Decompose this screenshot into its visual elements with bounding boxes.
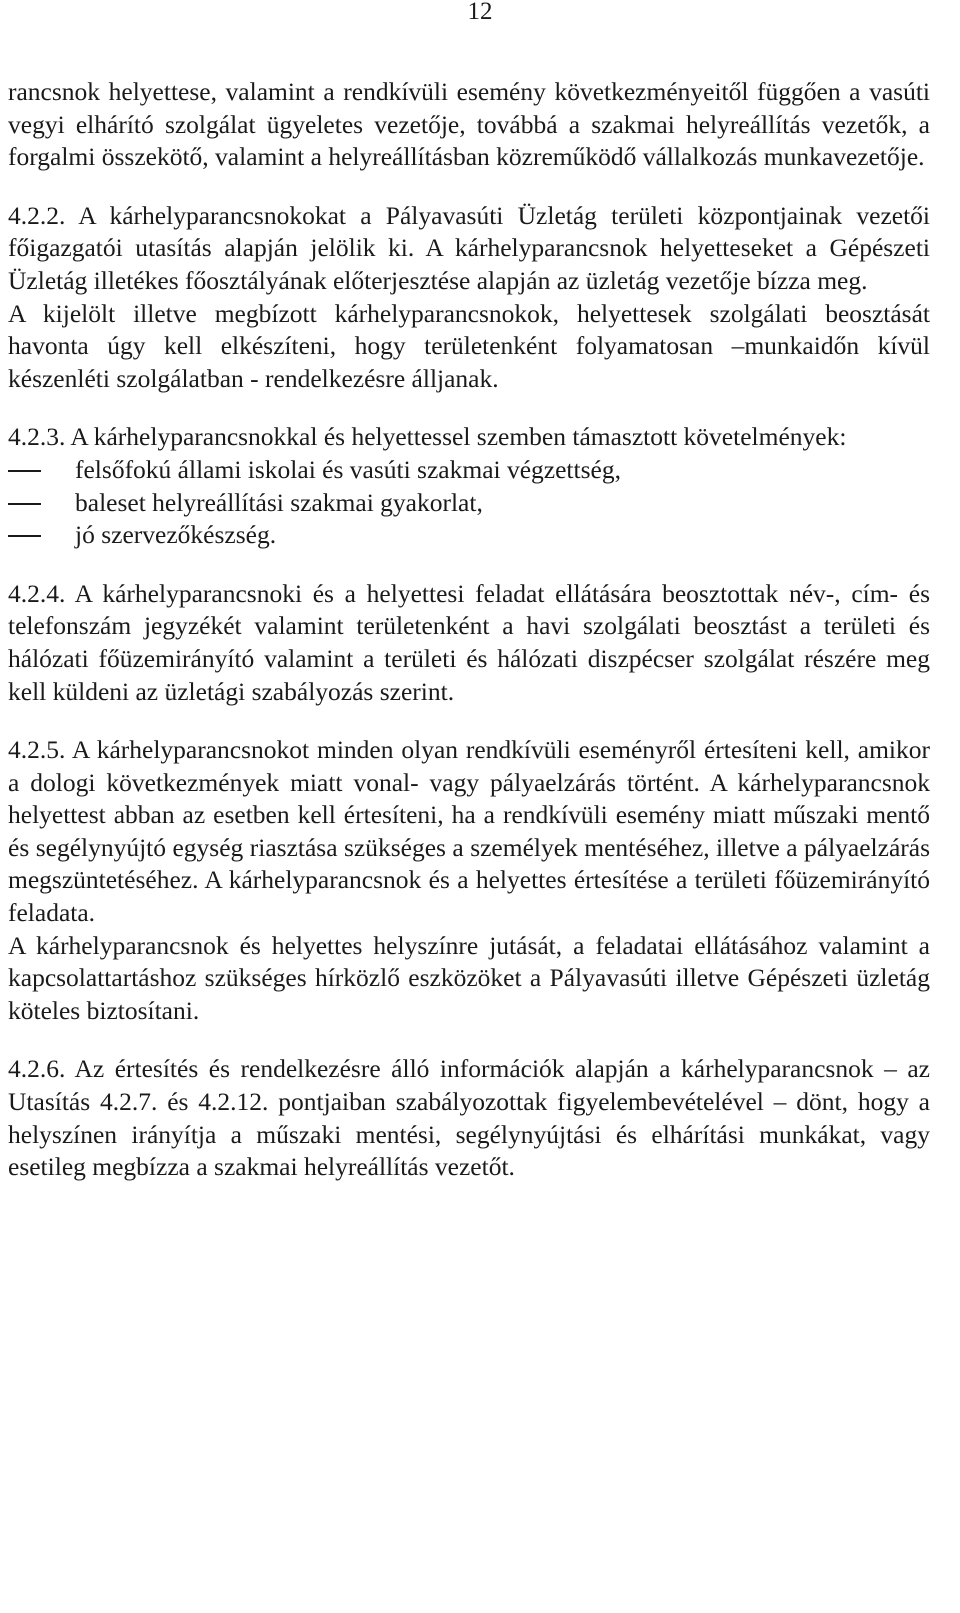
list-item-text: jó szervezőkészség. [75,520,277,550]
paragraph-continuation: rancsnok helyettese, valamint a rendkívüli esemény következményeitől függően a vasúti vegyi elhárító szolgálat ügyeletes vezetője, továbbá a szakmai helyreállítás vezetők, a forgalmi összekötő, valamint a helyreállításban közreműködő vállalkozás munkavezetője. [8,77,930,172]
list-item-text: baleset helyreállítási szakmai gyakorlat, [75,487,483,517]
section-4-2-2-duty-roster: A kijelölt illetve megbízott kárhelyparancsnokok, helyettesek szolgálati beosztását havonta úgy kell elkészíteni, hogy területenként folyamatosan –munkaidőn kívül készenléti szolgálatban - rendelkezésre álljanak. [8,298,930,393]
paragraph-gap [8,395,930,421]
dash-bullet-icon [8,470,41,472]
list-item [8,487,930,520]
requirements-list [8,454,930,552]
section-4-2-2: 4.2.2. A kárhelyparancsnokokat a Pályavasúti Üzletág területi központjainak vezetői főigazgatói utasítás alapján jelölik ki. A kárhelyparancsnok helyetteseket a Gépészeti Üzletág illetékes főosztályának előterjesztése alapján az üzletág vezetője bízza meg. [8,200,930,295]
dash-bullet-icon [8,535,41,537]
paragraph-gap [8,174,930,200]
document-body [8,76,930,1184]
section-4-2-6: 4.2.6. Az értesítés és rendelkezésre álló információk alapján a kárhelyparancsnok – az Utasítás 4.2.7. és 4.2.12. pontjaiban szabályozottak figyelembevételével – dönt, hogy a helyszínen irányítja a műszaki mentési, segélynyújtási és elhárítási munkákat, vagy esetileg megbízza a szakmai helyreállítás vezetőt. [8,1054,930,1182]
page-number: 12 [467,0,493,25]
section-4-2-3: 4.2.3. A kárhelyparancsnokkal és helyettessel szemben támasztott követelmények: [8,422,847,452]
list-item [8,519,930,552]
section-4-2-4: 4.2.4. A kárhelyparancsnoki és a helyettesi feladat ellátására beosztottak név-, cím- és telefonszám jegyzékét valamint területenként a havi szolgálati beosztást a területi és hálózati főüzemirányító valamint a területi és hálózati diszpécser szolgálat részére meg kell küldeni az üzletági szabályozás szerint. [8,578,930,706]
section-4-2-5: 4.2.5. A kárhelyparancsnokot minden olyan rendkívüli eseményről értesíteni kell, amikor a dologi következmények miatt vonal- vagy pályaelzárás történt. A kárhelyparancsnok helyettest abban az esetben kell értesíteni, ha a rendkívüli esemény miatt műszaki mentő és segélynyújtó egység riasztása szükséges a személyek mentéséhez, illetve a pályaelzárás megszüntetéséhez. A kárhelyparancsnok és a helyettes értesítése a területi főüzemirányító feladata. [8,735,930,928]
list-item-text: felsőfokú állami iskolai és vasúti szakmai végzettség, [75,454,621,484]
section-4-2-5-equipment: A kárhelyparancsnok és helyettes helyszínre jutását, a feladatai ellátásához valamint a kapcsolattartáshoz szükséges hírközlő eszközöket a Pályavasúti illetve Gépészeti üzletág köteles biztosítani. [8,930,930,1025]
list-item [8,454,930,487]
paragraph-gap [8,1027,930,1053]
dash-bullet-icon [8,503,41,505]
paragraph-gap [8,708,930,734]
paragraph-gap [8,552,930,578]
